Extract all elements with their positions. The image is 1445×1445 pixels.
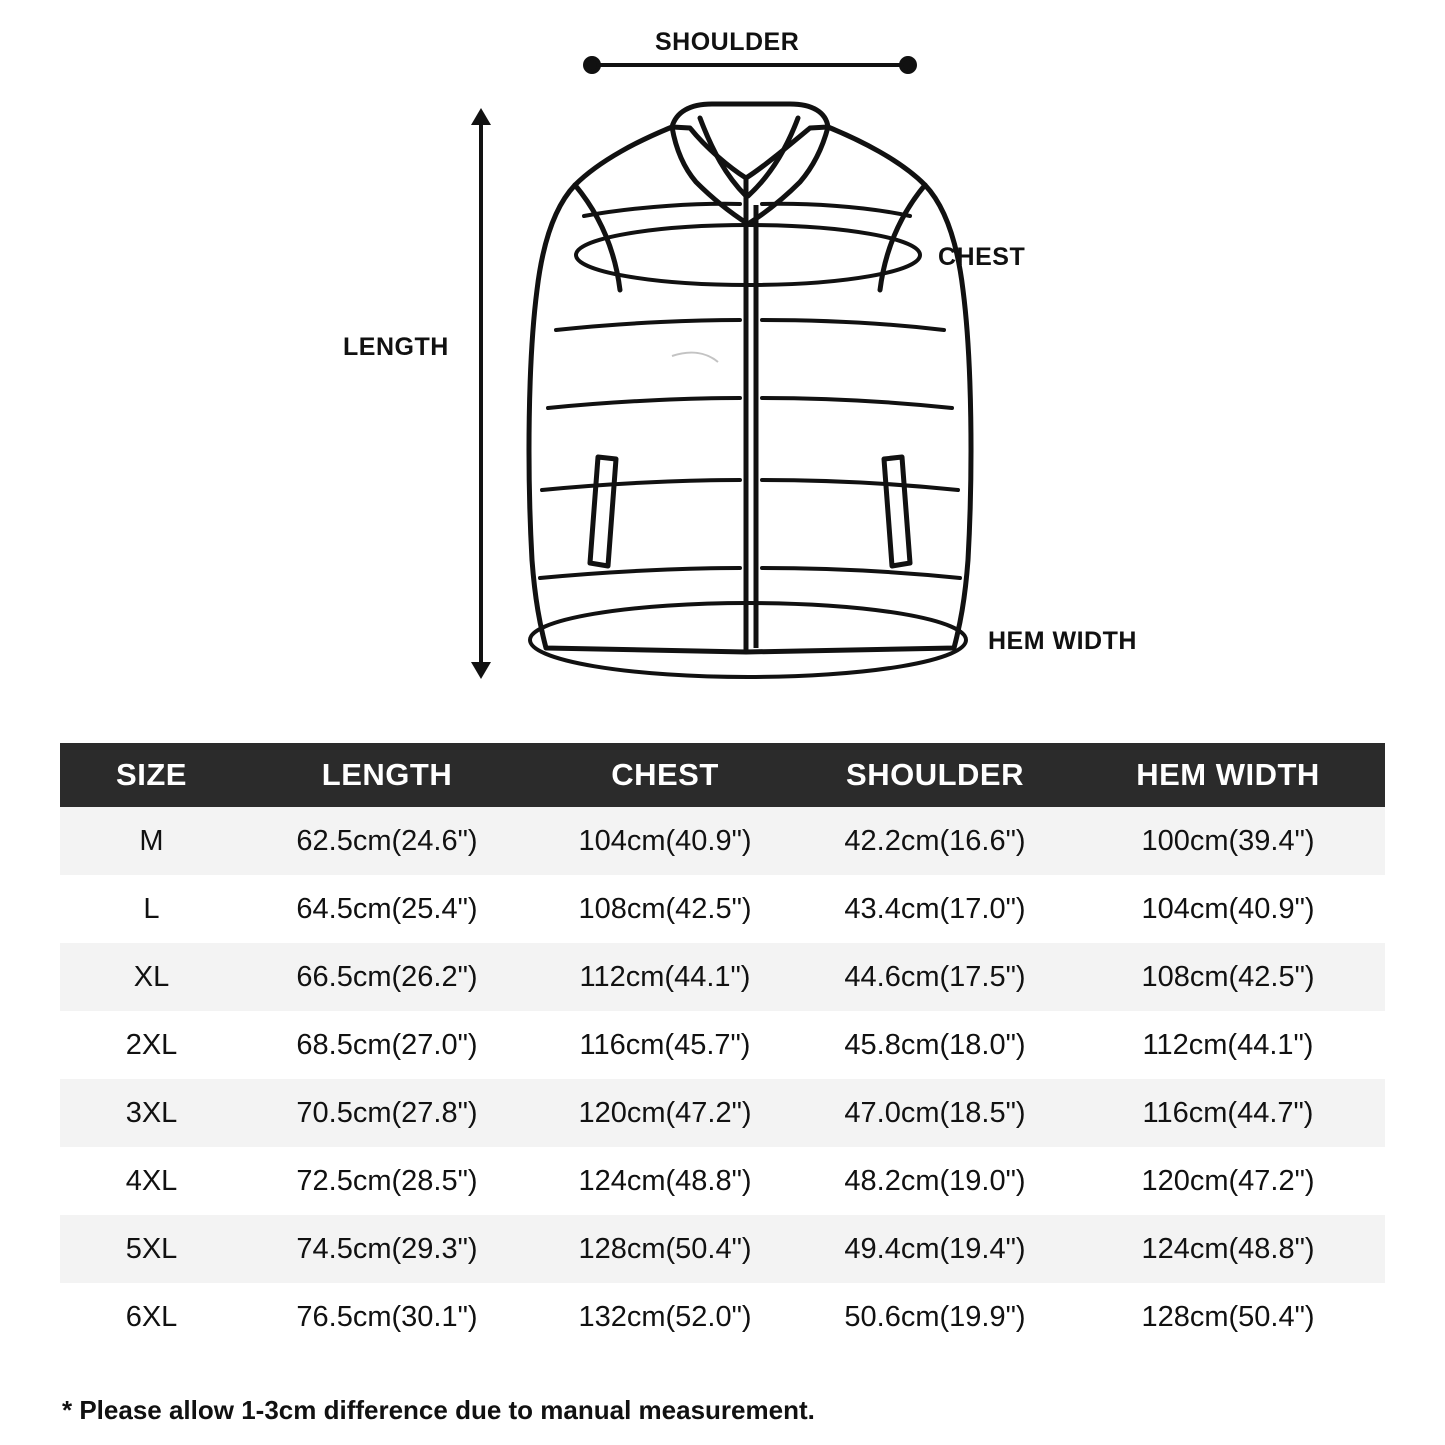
watermark-mark (672, 353, 718, 362)
cell-hem-width: 124cm(48.8") (1071, 1215, 1385, 1283)
quilting-seams (540, 204, 960, 578)
table-header-row (60, 743, 1385, 807)
column-header-shoulder: SHOULDER (799, 743, 1071, 807)
table-row (60, 1011, 1385, 1079)
cell-chest: 132cm(52.0") (531, 1283, 799, 1351)
cell-hem-width: 112cm(44.1") (1071, 1011, 1385, 1079)
column-header-hem-width: HEM WIDTH (1071, 743, 1385, 807)
cell-chest: 128cm(50.4") (531, 1215, 799, 1283)
cell-shoulder: 42.2cm(16.6") (799, 807, 1071, 875)
size-chart-table (60, 743, 1385, 1351)
cell-length: 66.5cm(26.2") (243, 943, 531, 1011)
cell-shoulder: 43.4cm(17.0") (799, 875, 1071, 943)
cell-length: 68.5cm(27.0") (243, 1011, 531, 1079)
cell-hem-width: 120cm(47.2") (1071, 1147, 1385, 1215)
cell-chest: 120cm(47.2") (531, 1079, 799, 1147)
cell-length: 70.5cm(27.8") (243, 1079, 531, 1147)
cell-size: 6XL (60, 1283, 243, 1351)
cell-shoulder: 47.0cm(18.5") (799, 1079, 1071, 1147)
center-zipper (746, 196, 756, 652)
cell-hem-width: 128cm(50.4") (1071, 1283, 1385, 1351)
cell-size: 4XL (60, 1147, 243, 1215)
column-header-chest: CHEST (531, 743, 799, 807)
cell-size: M (60, 807, 243, 875)
cell-shoulder: 48.2cm(19.0") (799, 1147, 1071, 1215)
cell-length: 62.5cm(24.6") (243, 807, 531, 875)
cell-hem-width: 116cm(44.7") (1071, 1079, 1385, 1147)
cell-size: L (60, 875, 243, 943)
column-header-length: LENGTH (243, 743, 531, 807)
cell-shoulder: 50.6cm(19.9") (799, 1283, 1071, 1351)
table-row (60, 1079, 1385, 1147)
cell-length: 72.5cm(28.5") (243, 1147, 531, 1215)
size-chart-table-wrapper (60, 743, 1385, 1351)
cell-chest: 112cm(44.1") (531, 943, 799, 1011)
cell-chest: 108cm(42.5") (531, 875, 799, 943)
table-row (60, 1147, 1385, 1215)
cell-size: 5XL (60, 1215, 243, 1283)
vest-outline-illustration (0, 0, 1445, 720)
cell-length: 64.5cm(25.4") (243, 875, 531, 943)
cell-hem-width: 100cm(39.4") (1071, 807, 1385, 875)
table-row (60, 1215, 1385, 1283)
cell-chest: 116cm(45.7") (531, 1011, 799, 1079)
garment-diagram (0, 0, 1445, 720)
measurement-footnote: * Please allow 1-3cm difference due to manual measurement. (62, 1395, 815, 1425)
cell-size: XL (60, 943, 243, 1011)
cell-chest: 104cm(40.9") (531, 807, 799, 875)
chest-label: CHEST (938, 243, 1026, 271)
length-label: LENGTH (343, 333, 449, 361)
cell-hem-width: 108cm(42.5") (1071, 943, 1385, 1011)
pockets (590, 457, 910, 566)
hem-width-label: HEM WIDTH (988, 627, 1137, 655)
shoulder-measure-arrow (585, 58, 915, 72)
cell-length: 76.5cm(30.1") (243, 1283, 531, 1351)
length-measure-arrow (471, 108, 491, 679)
table-row (60, 807, 1385, 875)
cell-chest: 124cm(48.8") (531, 1147, 799, 1215)
cell-size: 2XL (60, 1011, 243, 1079)
cell-shoulder: 44.6cm(17.5") (799, 943, 1071, 1011)
column-header-size: SIZE (60, 743, 243, 807)
cell-shoulder: 49.4cm(19.4") (799, 1215, 1071, 1283)
table-row (60, 943, 1385, 1011)
shoulder-label: SHOULDER (655, 28, 800, 56)
cell-shoulder: 45.8cm(18.0") (799, 1011, 1071, 1079)
cell-length: 74.5cm(29.3") (243, 1215, 531, 1283)
cell-hem-width: 104cm(40.9") (1071, 875, 1385, 943)
table-row (60, 1283, 1385, 1351)
cell-size: 3XL (60, 1079, 243, 1147)
table-row (60, 875, 1385, 943)
